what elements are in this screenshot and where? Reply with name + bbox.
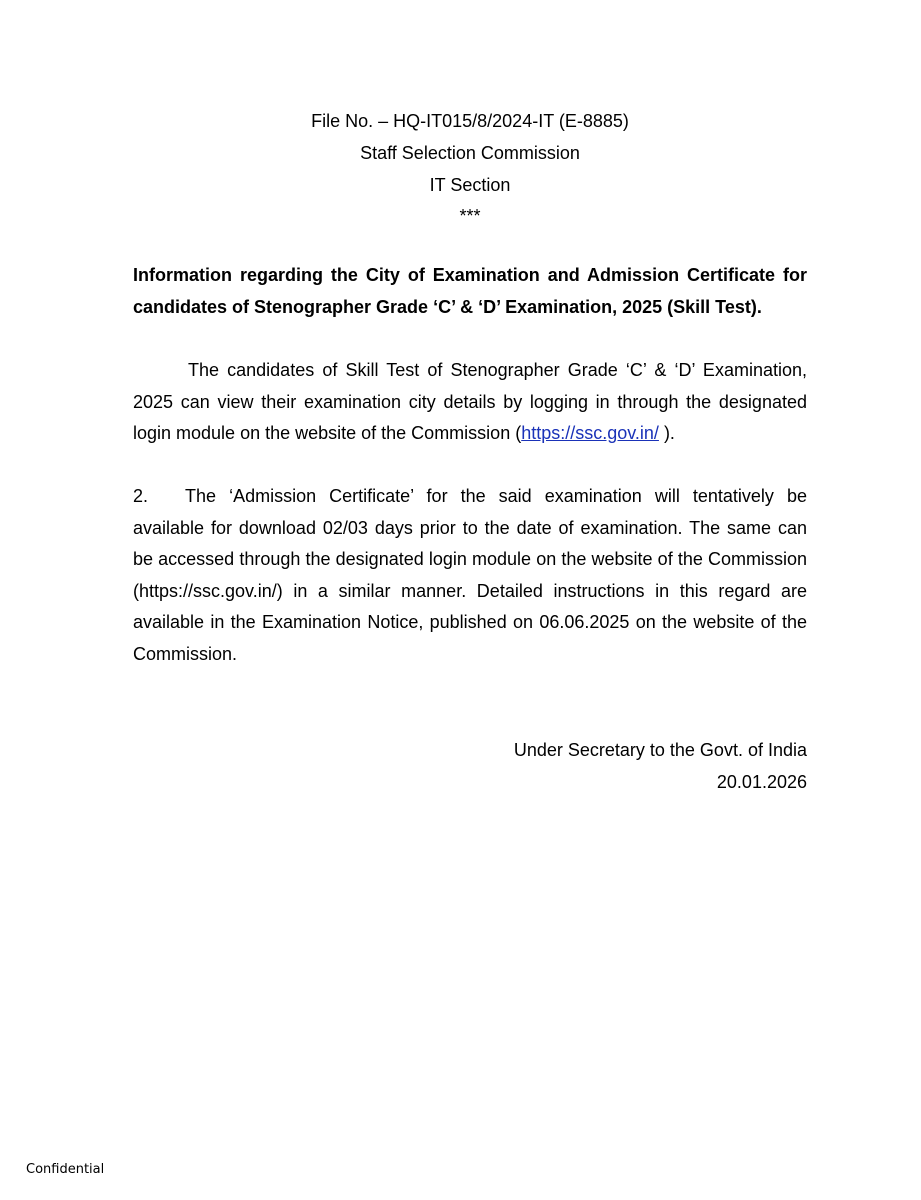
paragraph-2 xyxy=(133,481,807,670)
separator: *** xyxy=(459,206,481,226)
paragraph-1-text-end: ). xyxy=(658,423,675,443)
paragraph-1-text: The candidates of Skill Test of Stenographer Grade ‘C’ & ‘D’ Examination, 2025 can view their examination city details by logging in through the designated login module on the website of the Commission ( xyxy=(133,360,807,443)
document-header xyxy=(133,105,807,231)
ssc-website-link[interactable]: https://ssc.gov.in/ xyxy=(521,423,659,443)
signature-date: 20.01.2026 xyxy=(716,772,807,792)
document-title: Information regarding the City of Examination and Admission Certificate for candidates of Stenographer Grade ‘C’ & ‘D’ Examination, 2025 (Skill Test). xyxy=(133,265,807,317)
file-number: File No. – HQ-IT015/8/2024-IT (E-8885) xyxy=(311,111,629,131)
paragraph-1 xyxy=(133,355,807,450)
paragraph-2-number: 2. xyxy=(133,486,149,506)
signatory-designation: Under Secretary to the Govt. of India xyxy=(513,740,807,760)
signature-block xyxy=(133,734,807,798)
confidential-label: Confidential xyxy=(26,1162,105,1177)
organization-name: Staff Selection Commission xyxy=(360,143,580,163)
section-name: IT Section xyxy=(429,175,511,195)
paragraph-2-text: The ‘Admission Certificate’ for the said examination will tentatively be available for download 02/03 days prior to the date of examination. The same can be accessed through the designated login module on the website of the Commission (https://ssc.gov.in/) in a similar manner. Detailed instructions in this regard are available in the Examination Notice, published on 06.06.2025 on the website of the Commission. xyxy=(133,486,807,664)
